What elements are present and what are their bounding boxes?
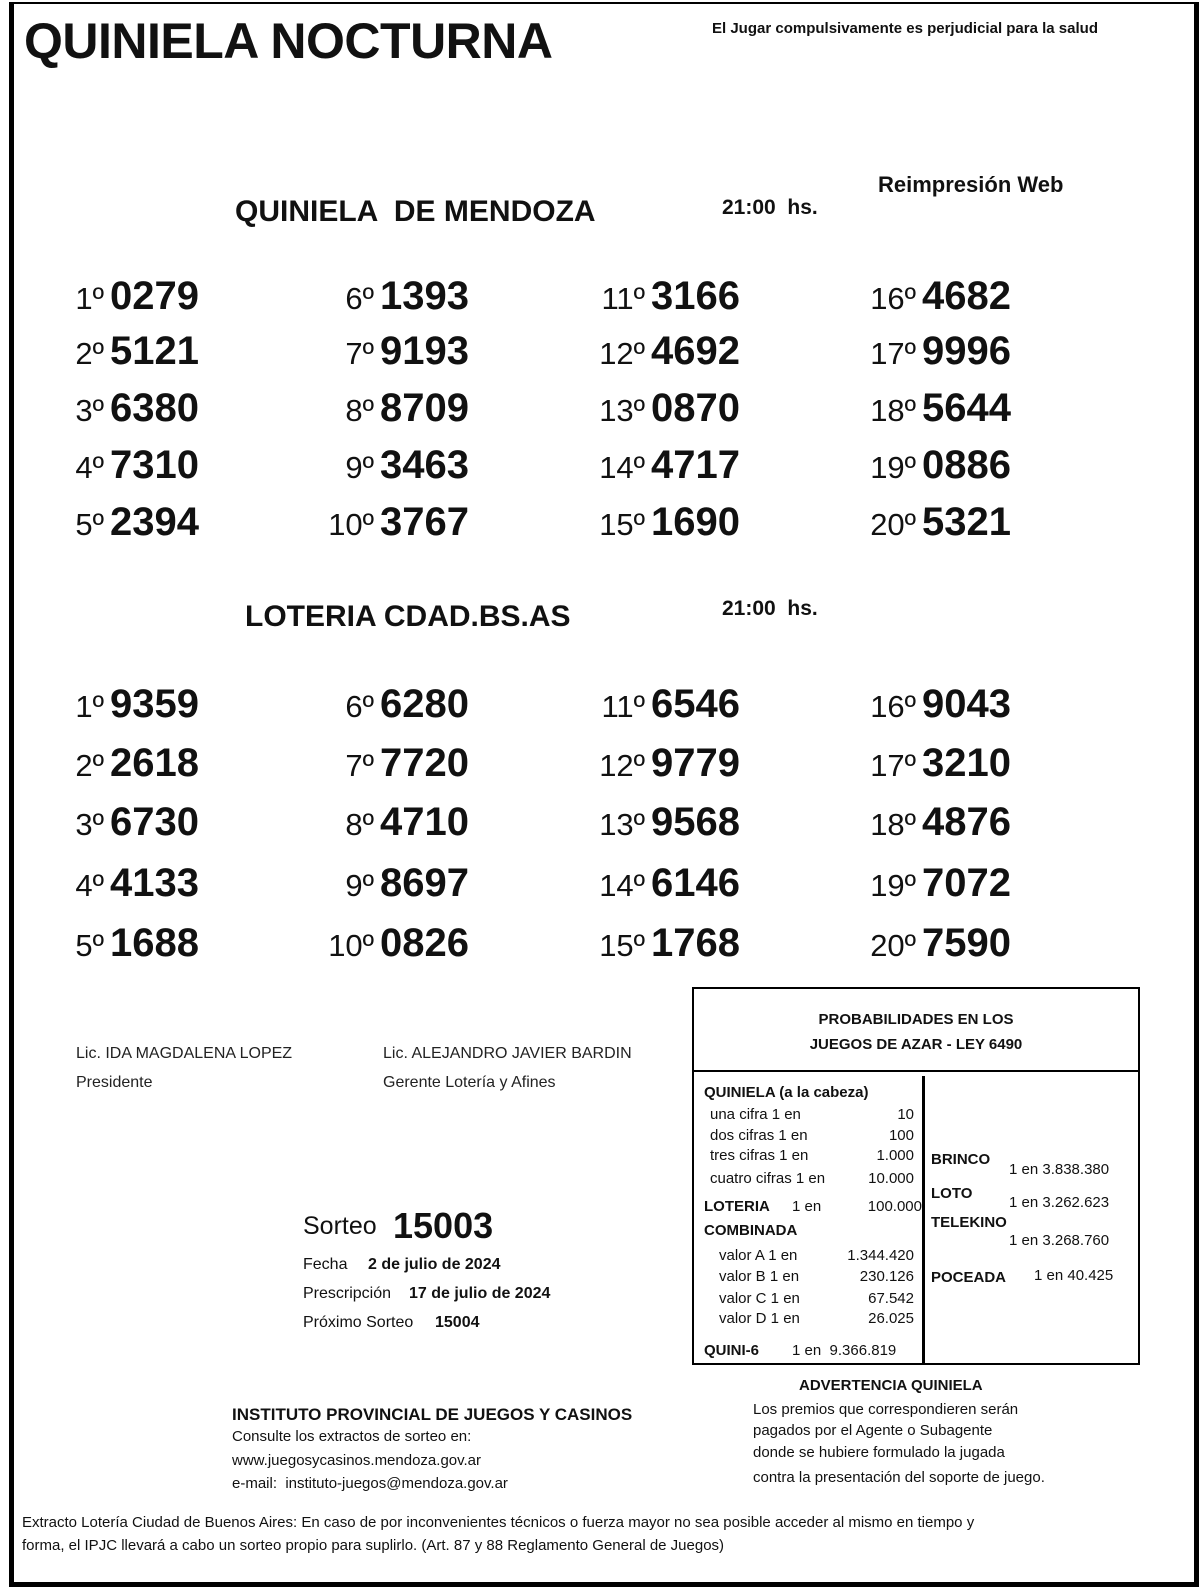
institute-email-link[interactable]: e-mail: instituto-juegos@mendoza.gov.ar	[232, 1475, 508, 1492]
result-number: 4692	[651, 329, 740, 373]
result-9	[270, 861, 469, 906]
result-position: 14º	[599, 868, 645, 903]
sorteo-label: Sorteo	[303, 1212, 377, 1240]
result-10	[270, 921, 469, 966]
prob-label: valor D 1 en	[719, 1310, 800, 1327]
result-4	[0, 443, 199, 488]
result-number: 9359	[110, 682, 199, 726]
telekino-value: 1 en 3.268.760	[1009, 1232, 1110, 1249]
result-14	[541, 861, 740, 906]
result-13	[541, 800, 740, 845]
result-1	[0, 682, 199, 727]
result-number: 6380	[110, 386, 199, 430]
result-position: 18º	[870, 393, 916, 428]
result-number: 4710	[380, 800, 469, 844]
result-position: 13º	[599, 393, 645, 428]
result-position: 19º	[870, 868, 916, 903]
result-number: 8697	[380, 861, 469, 905]
result-position: 19º	[870, 450, 916, 485]
signature-role-2: Gerente Lotería y Afines	[383, 1074, 556, 1091]
advertencia-title: ADVERTENCIA QUINIELA	[799, 1377, 983, 1394]
result-position: 17º	[870, 748, 916, 783]
prob-label: dos cifras 1 en	[710, 1127, 808, 1144]
loteria-prob-value: 100.000	[867, 1198, 922, 1215]
loto-label: LOTO	[931, 1185, 973, 1202]
result-1	[0, 274, 199, 319]
result-position: 14º	[599, 450, 645, 485]
result-position: 1º	[75, 281, 104, 316]
footer-line-2: forma, el IPJC llevará a cabo un sorteo propio para suplirlo. (Art. 87 y 88 Reglamento General de Juegos)	[22, 1537, 725, 1554]
result-position: 20º	[870, 928, 916, 963]
result-position: 17º	[870, 336, 916, 371]
probabilities-header	[694, 989, 1138, 1072]
mendoza-hour: 21:00 hs.	[722, 196, 818, 219]
institute-consult: Consulte los extractos de sorteo en:	[232, 1428, 472, 1445]
result-number: 4876	[922, 800, 1011, 844]
column-divider	[922, 1076, 925, 1365]
loteria-title: LOTERIA CDAD.BS.AS	[245, 600, 571, 633]
result-number: 6280	[380, 682, 469, 726]
result-position: 20º	[870, 507, 916, 542]
result-2	[0, 741, 199, 786]
result-16	[812, 274, 1011, 319]
result-3	[0, 800, 199, 845]
advertencia-line: Los premios que correspondieren serán	[753, 1401, 1019, 1418]
result-position: 9º	[345, 868, 374, 903]
result-position: 6º	[345, 281, 374, 316]
result-number: 4133	[110, 861, 199, 905]
probabilities-title-1: PROBABILIDADES EN LOS	[818, 1011, 1014, 1028]
result-position: 10º	[328, 507, 374, 542]
result-20	[812, 500, 1011, 545]
prob-value: 230.126	[859, 1268, 914, 1285]
loteria-prob-label: LOTERIA	[704, 1198, 770, 1215]
result-14	[541, 443, 740, 488]
signature-role-1: Presidente	[76, 1074, 153, 1091]
result-number: 9043	[922, 682, 1011, 726]
advertencia-line: donde se hubiere formulado la jugada	[753, 1444, 1005, 1461]
prob-value: 1.000	[876, 1147, 914, 1164]
result-5	[0, 500, 199, 545]
signature-name-1: Lic. IDA MAGDALENA LOPEZ	[76, 1045, 293, 1062]
result-6	[270, 274, 469, 319]
result-number: 4717	[651, 443, 740, 487]
combinada-title: COMBINADA	[704, 1222, 798, 1239]
prob-value: 10	[897, 1106, 914, 1123]
result-16	[812, 682, 1011, 727]
probabilities-box	[692, 987, 1140, 1365]
result-20	[812, 921, 1011, 966]
result-position: 7º	[345, 748, 374, 783]
result-position: 8º	[345, 807, 374, 842]
result-number: 7310	[110, 443, 199, 487]
institute-name: INSTITUTO PROVINCIAL DE JUEGOS Y CASINOS	[232, 1405, 633, 1424]
result-number: 4682	[922, 274, 1011, 318]
mendoza-title: QUINIELA DE MENDOZA	[235, 195, 596, 228]
result-17	[812, 329, 1011, 374]
result-position: 16º	[870, 281, 916, 316]
result-11	[541, 274, 740, 319]
result-number: 6730	[110, 800, 199, 844]
result-7	[270, 741, 469, 786]
reprint-label: Reimpresión Web	[878, 172, 1064, 197]
result-12	[541, 741, 740, 786]
gambling-warning: El Jugar compulsivamente es perjudicial para la salud	[712, 20, 1098, 37]
result-number: 7590	[922, 921, 1011, 965]
result-6	[270, 682, 469, 727]
result-number: 6146	[651, 861, 740, 905]
result-number: 5121	[110, 329, 199, 373]
result-position: 16º	[870, 689, 916, 724]
quini6-value: 1 en 9.366.819	[792, 1342, 897, 1359]
brinco-label: BRINCO	[931, 1151, 991, 1168]
result-number: 8709	[380, 386, 469, 430]
result-position: 2º	[75, 336, 104, 371]
result-17	[812, 741, 1011, 786]
result-number: 1688	[110, 921, 199, 965]
result-number: 9193	[380, 329, 469, 373]
result-number: 9996	[922, 329, 1011, 373]
result-position: 11º	[601, 689, 645, 724]
result-position: 2º	[75, 748, 104, 783]
result-18	[812, 800, 1011, 845]
advertencia-line: pagados por el Agente o Subagente	[753, 1422, 993, 1439]
prob-label: valor B 1 en	[719, 1268, 800, 1285]
prob-label: una cifra 1 en	[710, 1106, 801, 1123]
result-position: 6º	[345, 689, 374, 724]
result-12	[541, 329, 740, 374]
result-position: 12º	[599, 748, 645, 783]
result-position: 10º	[328, 928, 374, 963]
probabilities-title-2: JUEGOS DE AZAR - LEY 6490	[809, 1036, 1023, 1053]
result-number: 3210	[922, 741, 1011, 785]
brinco-value: 1 en 3.838.380	[1009, 1161, 1110, 1178]
result-number: 2618	[110, 741, 199, 785]
result-19	[812, 443, 1011, 488]
result-4	[0, 861, 199, 906]
result-number: 0870	[651, 386, 740, 430]
poceada-value: 1 en 40.425	[1034, 1267, 1114, 1284]
result-position: 13º	[599, 807, 645, 842]
result-13	[541, 386, 740, 431]
result-3	[0, 386, 199, 431]
result-number: 7072	[922, 861, 1011, 905]
result-position: 5º	[75, 507, 104, 542]
result-number: 7720	[380, 741, 469, 785]
result-15	[541, 921, 740, 966]
result-position: 3º	[75, 807, 104, 842]
result-number: 2394	[110, 500, 199, 544]
result-position: 15º	[599, 507, 645, 542]
result-position: 7º	[345, 336, 374, 371]
sorteo-number: 15003	[393, 1205, 494, 1246]
footer-line-1: Extracto Lotería Ciudad de Buenos Aires: En caso de por inconvenientes técnicos o fuerza mayor no sea posible acceder al mismo en tiempo y	[22, 1514, 975, 1531]
result-number: 3767	[380, 500, 469, 544]
result-19	[812, 861, 1011, 906]
proximo-value: 15004	[435, 1314, 480, 1331]
prob-value: 100	[888, 1127, 914, 1144]
result-position: 1º	[75, 689, 104, 724]
result-number: 1690	[651, 500, 740, 544]
telekino-label: TELEKINO	[931, 1214, 1007, 1231]
result-position: 18º	[870, 807, 916, 842]
result-position: 9º	[345, 450, 374, 485]
result-11	[541, 682, 740, 727]
result-position: 15º	[599, 928, 645, 963]
result-10	[270, 500, 469, 545]
result-position: 12º	[599, 336, 645, 371]
result-number: 0826	[380, 921, 469, 965]
loteria-hour: 21:00 hs.	[722, 597, 818, 620]
result-7	[270, 329, 469, 374]
result-number: 3463	[380, 443, 469, 487]
institute-website-link[interactable]: www.juegosycasinos.mendoza.gov.ar	[232, 1452, 482, 1469]
prob-label: valor C 1 en	[719, 1290, 800, 1307]
result-number: 0279	[110, 274, 199, 318]
result-number: 5321	[922, 500, 1011, 544]
prob-label: cuatro cifras 1 en	[710, 1170, 826, 1187]
advertencia-line: contra la presentación del soporte de juego.	[753, 1469, 1045, 1486]
result-position: 11º	[601, 281, 645, 316]
result-position: 4º	[75, 868, 104, 903]
result-position: 3º	[75, 393, 104, 428]
fecha-label: Fecha	[303, 1256, 348, 1273]
prescripcion-label: Prescripción	[303, 1285, 392, 1302]
prob-label: tres cifras 1 en	[710, 1147, 809, 1164]
prob-label: valor A 1 en	[719, 1247, 798, 1264]
prob-value: 67.542	[868, 1290, 914, 1307]
prob-value: 10.000	[868, 1170, 914, 1187]
result-number: 6546	[651, 682, 740, 726]
result-position: 5º	[75, 928, 104, 963]
result-8	[270, 800, 469, 845]
quini6-label: QUINI-6	[704, 1342, 760, 1359]
result-number: 1393	[380, 274, 469, 318]
result-number: 0886	[922, 443, 1011, 487]
proximo-label: Próximo Sorteo	[303, 1314, 414, 1331]
result-number: 1768	[651, 921, 740, 965]
result-number: 3166	[651, 274, 740, 318]
loto-value: 1 en 3.262.623	[1009, 1194, 1110, 1211]
poceada-label: POCEADA	[931, 1269, 1007, 1286]
prescripcion-value: 17 de julio de 2024	[409, 1285, 551, 1302]
result-9	[270, 443, 469, 488]
result-15	[541, 500, 740, 545]
fecha-value: 2 de julio de 2024	[368, 1256, 501, 1273]
prob-value: 1.344.420	[847, 1247, 914, 1264]
loteria-prob-en: 1 en	[792, 1198, 822, 1215]
page-title: QUINIELA NOCTURNA	[24, 13, 553, 69]
result-18	[812, 386, 1011, 431]
quiniela-prob-title: QUINIELA (a la cabeza)	[704, 1084, 869, 1101]
result-5	[0, 921, 199, 966]
signature-name-2: Lic. ALEJANDRO JAVIER BARDIN	[383, 1045, 632, 1062]
result-number: 9779	[651, 741, 740, 785]
prob-value: 26.025	[868, 1310, 914, 1327]
result-number: 5644	[922, 386, 1011, 430]
result-number: 9568	[651, 800, 740, 844]
result-position: 4º	[75, 450, 104, 485]
result-2	[0, 329, 199, 374]
result-position: 8º	[345, 393, 374, 428]
result-8	[270, 386, 469, 431]
